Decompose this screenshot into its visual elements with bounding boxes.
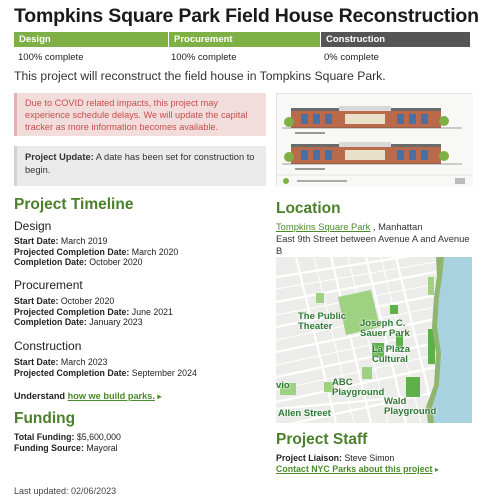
map-label-allen-street: Allen Street bbox=[278, 408, 331, 419]
design-start-row: Start Date: March 2019 bbox=[14, 236, 108, 246]
location-heading: Location bbox=[276, 200, 341, 217]
construction-dates bbox=[14, 357, 197, 378]
map-label-wald-playground: Wald Playground bbox=[384, 396, 437, 417]
project-update-box bbox=[14, 146, 266, 186]
timeline-heading: Project Timeline bbox=[14, 196, 134, 213]
phase-procurement-percent: 100% complete bbox=[171, 52, 237, 63]
procurement-dates bbox=[14, 296, 173, 328]
timeline-construction-heading: Construction bbox=[14, 339, 82, 353]
phase-design: Design bbox=[14, 32, 169, 47]
procurement-completion-row: Completion Date: January 2023 bbox=[14, 317, 143, 328]
arrow-right-icon: ▸ bbox=[434, 465, 439, 474]
funding-heading: Funding bbox=[14, 410, 76, 427]
location-map[interactable] bbox=[276, 257, 472, 423]
covid-alert: Due to COVID related impacts, this project may experience schedule delays. We will update the capital tracker as more information becomes available. bbox=[14, 93, 266, 136]
contact-nyc-parks-link[interactable]: Contact NYC Parks about this project bbox=[276, 464, 433, 474]
how-we-build-parks-link[interactable]: how we build parks. bbox=[67, 391, 155, 401]
construction-projected-row: Projected Completion Date: September 2024 bbox=[14, 367, 197, 378]
total-funding-row: Total Funding: $5,600,000 bbox=[14, 432, 121, 442]
location-park-line bbox=[276, 221, 422, 232]
arrow-right-icon: ▸ bbox=[157, 392, 162, 401]
map-label-abc-playground: ABC Playground bbox=[332, 377, 385, 398]
page-title: Tompkins Square Park Field House Reconstruction bbox=[14, 5, 479, 27]
last-updated: Last updated: 02/06/2023 bbox=[14, 486, 117, 496]
map-label-vio: vio bbox=[276, 380, 290, 391]
map-label-sauer-park: Joseph C. Sauer Park bbox=[360, 318, 410, 339]
design-dates bbox=[14, 236, 178, 268]
elevation-rendering[interactable] bbox=[276, 93, 472, 186]
map-label-la-plaza: La Plaza Cultural bbox=[372, 344, 411, 365]
staff-heading: Project Staff bbox=[276, 431, 368, 448]
contact-line bbox=[276, 464, 439, 474]
elevation-drawing bbox=[277, 94, 473, 187]
project-update-text: A date has been set for construction to begin. bbox=[25, 152, 255, 175]
phase-construction: Construction bbox=[321, 32, 470, 47]
phase-construction-percent: 0% complete bbox=[324, 52, 379, 63]
construction-start-row: Start Date: March 2023 bbox=[14, 357, 108, 367]
procurement-start-row: Start Date: October 2020 bbox=[14, 296, 115, 306]
project-description: This project will reconstruct the field house in Tompkins Square Park. bbox=[14, 69, 386, 83]
procurement-projected-row: Projected Completion Date: June 2021 bbox=[14, 306, 173, 317]
phase-procurement: Procurement bbox=[169, 32, 321, 47]
funding-source-row: Funding Source: Mayoral bbox=[14, 442, 118, 453]
understand-line: Understand how we build parks. ▸ bbox=[14, 391, 162, 401]
project-liaison: Project Liaison: Steve Simon bbox=[276, 453, 395, 463]
location-address: East 9th Street between Avenue A and Avenue B bbox=[276, 233, 470, 256]
design-projected-row: Projected Completion Date: March 2020 bbox=[14, 246, 179, 257]
phase-design-percent: 100% complete bbox=[18, 52, 84, 63]
phase-progress-bar bbox=[14, 32, 470, 47]
funding-details bbox=[14, 432, 121, 453]
timeline-procurement-heading: Procurement bbox=[14, 278, 83, 292]
map-label-public-theater: The Public Theater bbox=[298, 311, 347, 332]
timeline-design-heading: Design bbox=[14, 219, 52, 233]
project-update-label: Project Update: bbox=[25, 152, 94, 162]
park-link[interactable]: Tompkins Square Park bbox=[276, 221, 371, 232]
map-graphic bbox=[276, 257, 472, 423]
borough: , Manhattan bbox=[370, 221, 423, 232]
design-completion-row: Completion Date: October 2020 bbox=[14, 257, 143, 268]
